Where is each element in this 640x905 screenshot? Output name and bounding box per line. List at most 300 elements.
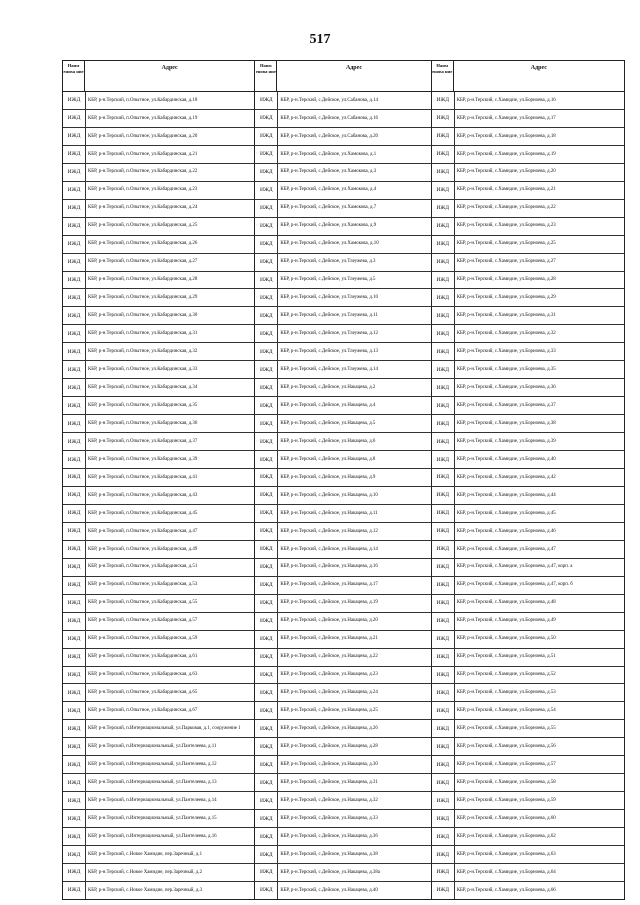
object-type-cell: ИЖД <box>432 92 455 109</box>
address-cell: КБР, р-н.Терский, с.Хамидие, ул.Борноева, д.16 <box>456 97 556 103</box>
object-type-cell: ИЖД <box>255 325 278 342</box>
table-row <box>432 720 624 738</box>
address-cell: КБР, р-н.Терский, с.Хамидие, ул.Борноева, д.48 <box>456 600 556 606</box>
table-row <box>255 756 430 774</box>
object-type-cell: ИЖД <box>255 577 278 594</box>
table-row <box>63 577 254 595</box>
address-cell: КБР, р-н.Терский, с.Хамидие, ул.Борноева, д.40 <box>456 456 556 462</box>
object-type-cell: ИЖД <box>63 343 86 360</box>
table-row <box>63 469 254 487</box>
address-cell: КБР, р-н.Терский, с.Хамидие, ул.Борноева, д.36 <box>456 384 556 390</box>
table-row <box>255 846 430 864</box>
object-type-cell: ИЖД <box>255 667 278 684</box>
object-type-cell: ИЖД <box>63 810 86 827</box>
address-cell: КБР, р-н.Терский, п.Опытное, ул.Кабардинская, д.47 <box>88 528 198 534</box>
table-row <box>432 164 624 182</box>
address-cell: КБР, р-н.Терский, с.Хамидие, ул.Борноева, д.66 <box>456 887 556 893</box>
table-row <box>63 487 254 505</box>
object-type-cell: ИЖД <box>432 433 455 450</box>
object-type-cell: ИЖД <box>432 810 455 827</box>
table-row <box>63 702 254 720</box>
object-type-cell: ИЖД <box>63 846 86 863</box>
object-type-cell: ИЖД <box>255 236 278 253</box>
address-cell: КБР, р-н.Терский, п.Опытное, ул.Кабардинская, д.31 <box>88 331 198 337</box>
object-type-cell: ИЖД <box>63 110 86 127</box>
address-cell: КБР, р-н.Терский, с.Хамидие, ул.Борноева, д.31 <box>456 313 556 319</box>
object-type-cell: ИЖД <box>432 505 455 522</box>
object-type-cell: ИЖД <box>63 864 86 881</box>
object-type-cell: ИЖД <box>255 254 278 271</box>
table-header <box>63 61 254 92</box>
table-row <box>255 684 430 702</box>
object-type-cell: ИЖД <box>432 110 455 127</box>
address-cell: КБР, р-н.Терский, с.Хамидие, ул.Борноева, д.18 <box>456 133 556 139</box>
table-row <box>63 289 254 307</box>
address-cell: КБР, р-н.Терский, с.Дейское, ул.Накацева, д.40 <box>280 887 378 893</box>
table-row <box>63 667 254 685</box>
address-cell: КБР, р-н.Терский, с.Дейское, ул.Накацева, д.10 <box>280 492 378 498</box>
object-type-cell: ИЖД <box>63 667 86 684</box>
table-row <box>432 684 624 702</box>
table-row <box>255 92 430 110</box>
address-cell: КБР, р-н.Терский, с.Хамидие, ул.Борноева, д.29 <box>456 295 556 301</box>
address-cell: КБР, р-н.Терский, с.Хамидие, ул.Борноева, д.56 <box>456 743 556 749</box>
table-row <box>255 451 430 469</box>
table-row <box>63 200 254 218</box>
address-cell: КБР, р-н.Терский, с.Хамидие, ул.Борноева, д.22 <box>456 205 556 211</box>
object-type-cell: ИЖД <box>255 846 278 863</box>
object-type-cell: ИЖД <box>432 613 455 630</box>
object-type-cell: ИЖД <box>63 92 86 109</box>
address-cell: КБР, р-н.Терский, с.Хамидие, ул.Борноева, д.55 <box>456 726 556 732</box>
object-type-cell: ИЖД <box>63 469 86 486</box>
object-type-cell: ИЖД <box>63 146 86 163</box>
address-cell: КБР, р-н.Терский, с.Хамидие, ул.Борноева, д.37 <box>456 402 556 408</box>
address-cell: КБР, р-н.Терский, с.Дейское, ул.Накацева, д.32 <box>280 797 378 803</box>
table-row <box>255 667 430 685</box>
address-cell: КБР, р-н.Терский, с.Дейское, ул.Накацева, д.6 <box>280 438 376 444</box>
object-type-cell: ИЖД <box>432 774 455 791</box>
object-type-cell: ИЖД <box>255 415 278 432</box>
object-type-cell: ИЖД <box>63 702 86 719</box>
address-cell: КБР, р-н.Терский, с.Дейское, ул.Накацева, д.16 <box>280 564 378 570</box>
table-row <box>432 325 624 343</box>
address-cell: КБР, р-н.Терский, с.Хамидие, ул.Борноева, д.35 <box>456 366 556 372</box>
table-row <box>255 182 430 200</box>
address-cell: КБР, р-н.Терский, п.Интернациональный, ул.Пантелеева, д.16 <box>88 833 217 839</box>
address-cell: КБР, р-н.Терский, п.Опытное, ул.Кабардинская, д.45 <box>88 510 198 516</box>
address-cell: КБР, р-н.Терский, п.Интернациональный, ул.Пантелеева, д.11 <box>88 743 217 749</box>
object-type-cell: ИЖД <box>432 200 455 217</box>
table-row <box>63 92 254 110</box>
object-type-cell: ИЖД <box>255 738 278 755</box>
object-type-cell: ИЖД <box>63 595 86 612</box>
table-row <box>432 649 624 667</box>
table-row <box>63 631 254 649</box>
table-row <box>432 505 624 523</box>
object-type-cell: ИЖД <box>432 487 455 504</box>
object-type-cell: ИЖД <box>432 272 455 289</box>
address-cell: КБР, р-н.Терский, п.Интернациональный, ул.Пантелеева, д.15 <box>88 815 217 821</box>
object-type-cell: ИЖД <box>255 505 278 522</box>
object-type-cell: ИЖД <box>255 343 278 360</box>
table-row <box>63 415 254 433</box>
object-type-cell: ИЖД <box>255 433 278 450</box>
object-type-cell: ИЖД <box>255 451 278 468</box>
object-type-cell: ИЖД <box>63 128 86 145</box>
object-type-cell: ИЖД <box>63 756 86 773</box>
table-rows <box>63 92 254 899</box>
table-row <box>432 702 624 720</box>
table-row <box>63 541 254 559</box>
object-type-cell: ИЖД <box>432 325 455 342</box>
table-row <box>255 164 430 182</box>
table-row <box>255 613 430 631</box>
table-row <box>255 433 430 451</box>
table-row <box>63 164 254 182</box>
table-row <box>255 595 430 613</box>
address-cell: КБР, р-н.Терский, п.Опытное, ул.Кабардинская, д.39 <box>88 456 198 462</box>
address-cell: КБР, р-н.Терский, п.Опытное, ул.Кабардинская, д.36 <box>88 420 198 426</box>
object-type-cell: ИЖД <box>63 523 86 540</box>
table-row <box>63 792 254 810</box>
table-row <box>255 505 430 523</box>
address-cell: КБР, р-н.Терский, п.Опытное, ул.Кабардинская, д.55 <box>88 600 198 606</box>
object-type-cell: ИЖД <box>255 595 278 612</box>
object-type-cell: ИЖД <box>255 828 278 845</box>
address-cell: КБР, р-н.Терский, с.Хамидие, ул.Борноева, д.42 <box>456 474 556 480</box>
address-cell: КБР, р-н.Терский, с.Дейское, ул.Хамокова, д.3 <box>280 169 377 175</box>
address-cell: КБР, р-н.Терский, с.Хамидие, ул.Борноева, д.49 <box>456 618 556 624</box>
address-cell: КБР, р-н.Терский, с.Хамидие, ул.Борноева, д.39 <box>456 438 556 444</box>
address-cell: КБР, р-н.Терский, с.Дейское, ул.Накацева, д.12 <box>280 528 378 534</box>
object-type-cell: ИЖД <box>63 559 86 576</box>
table-row <box>63 325 254 343</box>
table-row <box>255 882 430 899</box>
table-row <box>432 415 624 433</box>
table-rows <box>432 92 624 899</box>
object-type-cell: ИЖД <box>63 451 86 468</box>
table-row <box>432 523 624 541</box>
object-type-cell: ИЖД <box>432 756 455 773</box>
object-type-cell: ИЖД <box>432 541 455 558</box>
object-type-cell: ИЖД <box>432 218 455 235</box>
address-cell: КБР, р-н.Терский, с.Дейское, ул.Тлеужева, д.3 <box>280 259 376 265</box>
table-row <box>255 774 430 792</box>
table-row <box>63 307 254 325</box>
object-type-cell: ИЖД <box>63 236 86 253</box>
table-row <box>63 846 254 864</box>
table-row <box>63 236 254 254</box>
object-type-cell: ИЖД <box>255 469 278 486</box>
object-type-cell: ИЖД <box>255 631 278 648</box>
address-cell: КБР, р-н.Терский, с.Хамидие, ул.Борноева, д.58 <box>456 779 556 785</box>
address-cell: КБР, р-н.Терский, с.Хамидие, ул.Борноева, д.19 <box>456 151 556 157</box>
table-row <box>255 236 430 254</box>
address-cell: КБР, р-н.Терский, п.Интернациональный, ул.Пантелеева, д.13 <box>88 779 217 785</box>
object-type-cell: ИЖД <box>63 307 86 324</box>
object-type-cell: ИЖД <box>255 164 278 181</box>
object-type-cell: ИЖД <box>432 307 455 324</box>
table-header <box>432 61 624 92</box>
object-type-cell: ИЖД <box>63 738 86 755</box>
object-type-cell: ИЖД <box>432 702 455 719</box>
address-cell: КБР, р-н.Терский, п.Опытное, ул.Кабардинская, д.18 <box>88 97 198 103</box>
table-row <box>255 272 430 290</box>
object-type-cell: ИЖД <box>255 361 278 378</box>
table-row <box>63 433 254 451</box>
table-row <box>63 379 254 397</box>
address-cell: КБР, р-н.Терский, с.Дейское, ул.Хамокова, д.4 <box>280 187 377 193</box>
address-cell: КБР, р-н.Терский, с.Новое Хамидие, пер.Заречный, д.2 <box>88 869 203 875</box>
object-type-cell: ИЖД <box>432 523 455 540</box>
object-type-cell: ИЖД <box>63 218 86 235</box>
table-row <box>432 756 624 774</box>
table-row <box>63 828 254 846</box>
table-row <box>255 415 430 433</box>
address-cell: КБР, р-н.Терский, с.Дейское, ул.Накацева, д.26 <box>280 726 378 732</box>
address-cell: КБР, р-н.Терский, п.Опытное, ул.Кабардинская, д.34 <box>88 384 198 390</box>
table-rows <box>255 92 430 899</box>
address-cell: КБР, р-н.Терский, с.Дейское, ул.Накацева, д.25 <box>280 708 378 714</box>
object-type-cell: ИЖД <box>432 792 455 809</box>
address-cell: КБР, р-н.Терский, с.Хамидие, ул.Борноева, д.47 <box>456 546 556 552</box>
object-type-cell: ИЖД <box>432 577 455 594</box>
table-row <box>255 289 430 307</box>
object-type-cell: ИЖД <box>63 325 86 342</box>
table-row <box>432 361 624 379</box>
object-type-cell: ИЖД <box>255 864 278 881</box>
object-type-cell: ИЖД <box>63 792 86 809</box>
object-type-cell: ИЖД <box>255 523 278 540</box>
object-type-cell: ИЖД <box>432 559 455 576</box>
object-type-cell: ИЖД <box>63 505 86 522</box>
header-name-cell: Наим енова ние <box>63 61 85 91</box>
object-type-cell: ИЖД <box>432 128 455 145</box>
address-cell: КБР, р-н.Терский, п.Опытное, ул.Кабардинская, д.25 <box>88 223 198 229</box>
table-row <box>432 433 624 451</box>
object-type-cell: ИЖД <box>255 613 278 630</box>
address-cell: КБР, р-н.Терский, с.Дейское, ул.Накацева, д.36 <box>280 833 378 839</box>
object-type-cell: ИЖД <box>255 200 278 217</box>
address-cell: КБР, р-н.Терский, п.Опытное, ул.Кабардинская, д.33 <box>88 366 198 372</box>
table-row <box>63 613 254 631</box>
address-cell: КБР, р-н.Терский, с.Хамидие, ул.Борноева, д.59 <box>456 797 556 803</box>
table-row <box>63 272 254 290</box>
object-type-cell: ИЖД <box>255 559 278 576</box>
object-type-cell: ИЖД <box>63 487 86 504</box>
table-header <box>255 61 430 92</box>
table-row <box>432 146 624 164</box>
table-row <box>255 828 430 846</box>
table-row <box>63 505 254 523</box>
table-row <box>255 146 430 164</box>
address-cell: КБР, р-н.Терский, п.Опытное, ул.Кабардинская, д.49 <box>88 546 198 552</box>
table-row <box>255 110 430 128</box>
object-type-cell: ИЖД <box>432 236 455 253</box>
address-cell: КБР, р-н.Терский, с.Дейское, ул.Накацева, д.20 <box>280 618 378 624</box>
table-row <box>432 236 624 254</box>
table-row <box>63 864 254 882</box>
object-type-cell: ИЖД <box>63 882 86 899</box>
address-cell: КБР, р-н.Терский, с.Дейское, ул.Накацева, д.19 <box>280 600 378 606</box>
table-row <box>63 774 254 792</box>
object-type-cell: ИЖД <box>432 864 455 881</box>
object-type-cell: ИЖД <box>432 361 455 378</box>
address-cell: КБР, р-н.Терский, п.Опытное, ул.Кабардинская, д.21 <box>88 151 198 157</box>
table-row <box>63 343 254 361</box>
object-type-cell: ИЖД <box>432 343 455 360</box>
object-type-cell: ИЖД <box>255 882 278 899</box>
table-row <box>432 810 624 828</box>
object-type-cell: ИЖД <box>63 774 86 791</box>
object-type-cell: ИЖД <box>63 272 86 289</box>
object-type-cell: ИЖД <box>255 774 278 791</box>
object-type-cell: ИЖД <box>255 92 278 109</box>
object-type-cell: ИЖД <box>432 469 455 486</box>
table-row <box>255 487 430 505</box>
table-row <box>255 864 430 882</box>
address-cell: КБР, р-н.Терский, с.Хамидие, ул.Борноева, д.45 <box>456 510 556 516</box>
header-name-cell: Наим енова ние <box>255 61 277 91</box>
table-row <box>255 361 430 379</box>
object-type-cell: ИЖД <box>255 541 278 558</box>
table-row <box>255 738 430 756</box>
table-row <box>63 182 254 200</box>
object-type-cell: ИЖД <box>255 756 278 773</box>
address-cell: КБР, р-н.Терский, п.Интернациональный, ул.Пантелеева, д.14 <box>88 797 217 803</box>
address-cell: КБР, р-н.Терский, п.Опытное, ул.Кабардинская, д.41 <box>88 474 198 480</box>
table-row <box>255 702 430 720</box>
address-cell: КБР, р-н.Терский, с.Дейское, ул.Тлеужева, д.11 <box>280 313 378 319</box>
address-cell: КБР, р-н.Терский, с.Дейское, ул.Накацева, д.38 <box>280 851 378 857</box>
address-cell: КБР, р-н.Терский, с.Хамидие, ул.Борноева, д.27 <box>456 259 556 265</box>
address-cell: КБР, р-н.Терский, с.Дейское, ул.Накацева, д.11 <box>280 510 378 516</box>
address-cell: КБР, р-н.Терский, п.Опытное, ул.Кабардинская, д.65 <box>88 690 198 696</box>
table-row <box>63 146 254 164</box>
address-cell: КБР, р-н.Терский, с.Дейское, ул.Накацева, д.33 <box>280 815 378 821</box>
table-row <box>432 92 624 110</box>
address-cell: КБР, р-н.Терский, п.Опытное, ул.Кабардинская, д.67 <box>88 708 198 714</box>
object-type-cell: ИЖД <box>255 487 278 504</box>
table-row <box>432 182 624 200</box>
address-cell: КБР, р-н.Терский, с.Хамидие, ул.Борноева, д.38 <box>456 420 556 426</box>
header-address-cell: Адрес <box>161 65 178 71</box>
object-type-cell: ИЖД <box>63 577 86 594</box>
address-cell: КБР, р-н.Терский, п.Опытное, ул.Кабардинская, д.19 <box>88 115 198 121</box>
table-row <box>432 397 624 415</box>
table-row <box>432 882 624 899</box>
object-type-cell: ИЖД <box>63 613 86 630</box>
table-row <box>432 469 624 487</box>
table-row <box>432 487 624 505</box>
table-row <box>432 541 624 559</box>
table-row <box>255 720 430 738</box>
address-cell: КБР, р-н.Терский, п.Опытное, ул.Кабардинская, д.27 <box>88 259 198 265</box>
object-type-cell: ИЖД <box>432 164 455 181</box>
table-row <box>63 361 254 379</box>
object-type-cell: ИЖД <box>255 702 278 719</box>
object-type-cell: ИЖД <box>63 397 86 414</box>
address-cell: КБР, р-н.Терский, с.Хамидие, ул.Борноева, д.47, корп. а <box>456 564 573 570</box>
object-type-cell: ИЖД <box>432 828 455 845</box>
table-row <box>255 254 430 272</box>
object-type-cell: ИЖД <box>255 684 278 701</box>
address-cell: КБР, р-н.Терский, с.Дейское, ул.Накацева, д.38а <box>280 869 380 875</box>
object-type-cell: ИЖД <box>432 415 455 432</box>
table-row <box>432 379 624 397</box>
address-cell: КБР, р-н.Терский, с.Новое Хамидие, пер.Заречный, д.1 <box>88 851 203 857</box>
table-row <box>432 289 624 307</box>
address-cell: КБР, р-н.Терский, с.Дейское, ул.Хамокова, д.10 <box>280 241 379 247</box>
address-cell: КБР, р-н.Терский, с.Дейское, ул.Хамокова, д.7 <box>280 205 377 211</box>
address-cell: КБР, р-н.Терский, с.Дейское, ул.Накацева, д.24 <box>280 690 378 696</box>
object-type-cell: ИЖД <box>432 254 455 271</box>
table-row <box>63 738 254 756</box>
object-type-cell: ИЖД <box>63 361 86 378</box>
table-row <box>255 397 430 415</box>
table-row <box>63 684 254 702</box>
address-cell: КБР, р-н.Терский, п.Опытное, ул.Кабардинская, д.51 <box>88 564 198 570</box>
table-row <box>432 110 624 128</box>
object-type-cell: ИЖД <box>255 397 278 414</box>
object-type-cell: ИЖД <box>432 595 455 612</box>
object-type-cell: ИЖД <box>255 810 278 827</box>
address-cell: КБР, р-н.Терский, п.Опытное, ул.Кабардинская, д.61 <box>88 654 198 660</box>
table-row <box>432 128 624 146</box>
address-cell: КБР, р-н.Терский, п.Опытное, ул.Кабардинская, д.32 <box>88 349 198 355</box>
object-type-cell: ИЖД <box>63 828 86 845</box>
table-row <box>63 595 254 613</box>
table-row <box>63 218 254 236</box>
object-type-cell: ИЖД <box>63 541 86 558</box>
address-cell: КБР, р-н.Терский, с.Дейское, ул.Тлеужева, д.5 <box>280 277 376 283</box>
address-cell: КБР, р-н.Терский, с.Хамидие, ул.Борноева, д.46 <box>456 528 556 534</box>
address-cell: КБР, р-н.Терский, с.Дейское, ул.Накацева, д.4 <box>280 402 376 408</box>
address-cell: КБР, р-н.Терский, п.Интернациональный, ул.Парковая, д.1, сооружение 1 <box>88 726 241 732</box>
address-cell: КБР, р-н.Терский, с.Дейское, ул.Накацева, д.30 <box>280 761 378 767</box>
object-type-cell: ИЖД <box>63 289 86 306</box>
address-cell: КБР, р-н.Терский, с.Дейское, ул.Тлеужева, д.10 <box>280 295 378 301</box>
address-cell: КБР, р-н.Терский, с.Дейское, ул.Накацева, д.9 <box>280 474 376 480</box>
table-row <box>432 774 624 792</box>
table-row <box>432 272 624 290</box>
address-cell: КБР, р-н.Терский, с.Дейское, ул.Сабанова, д.20 <box>280 133 378 139</box>
table-row <box>432 738 624 756</box>
address-cell: КБР, р-н.Терский, с.Дейское, ул.Накацева, д.2 <box>280 384 376 390</box>
address-cell: КБР, р-н.Терский, п.Опытное, ул.Кабардинская, д.63 <box>88 672 198 678</box>
table-row <box>255 325 430 343</box>
address-cell: КБР, р-н.Терский, с.Хамидие, ул.Борноева, д.21 <box>456 187 556 193</box>
address-cell: КБР, р-н.Терский, с.Хамидие, ул.Борноева, д.63 <box>456 851 556 857</box>
object-type-cell: ИЖД <box>432 631 455 648</box>
table-row <box>63 882 254 899</box>
address-cell: КБР, р-н.Терский, с.Дейское, ул.Тлеужева, д.13 <box>280 349 378 355</box>
address-cell: КБР, р-н.Терский, с.Дейское, ул.Хамокова, д.1 <box>280 151 377 157</box>
table-row <box>63 128 254 146</box>
object-type-cell: ИЖД <box>432 289 455 306</box>
address-cell: КБР, р-н.Терский, п.Опытное, ул.Кабардинская, д.37 <box>88 438 198 444</box>
address-cell: КБР, р-н.Терский, с.Хамидие, ул.Борноева, д.20 <box>456 169 556 175</box>
table-column <box>432 61 624 899</box>
object-type-cell: ИЖД <box>255 720 278 737</box>
table-row <box>255 128 430 146</box>
address-cell: КБР, р-н.Терский, с.Хамидие, ул.Борноева, д.51 <box>456 654 556 660</box>
table-row <box>255 577 430 595</box>
address-cell: КБР, р-н.Терский, с.Хамидие, ул.Борноева, д.33 <box>456 349 556 355</box>
object-type-cell: ИЖД <box>432 720 455 737</box>
address-cell: КБР, р-н.Терский, с.Хамидие, ул.Борноева, д.28 <box>456 277 556 283</box>
